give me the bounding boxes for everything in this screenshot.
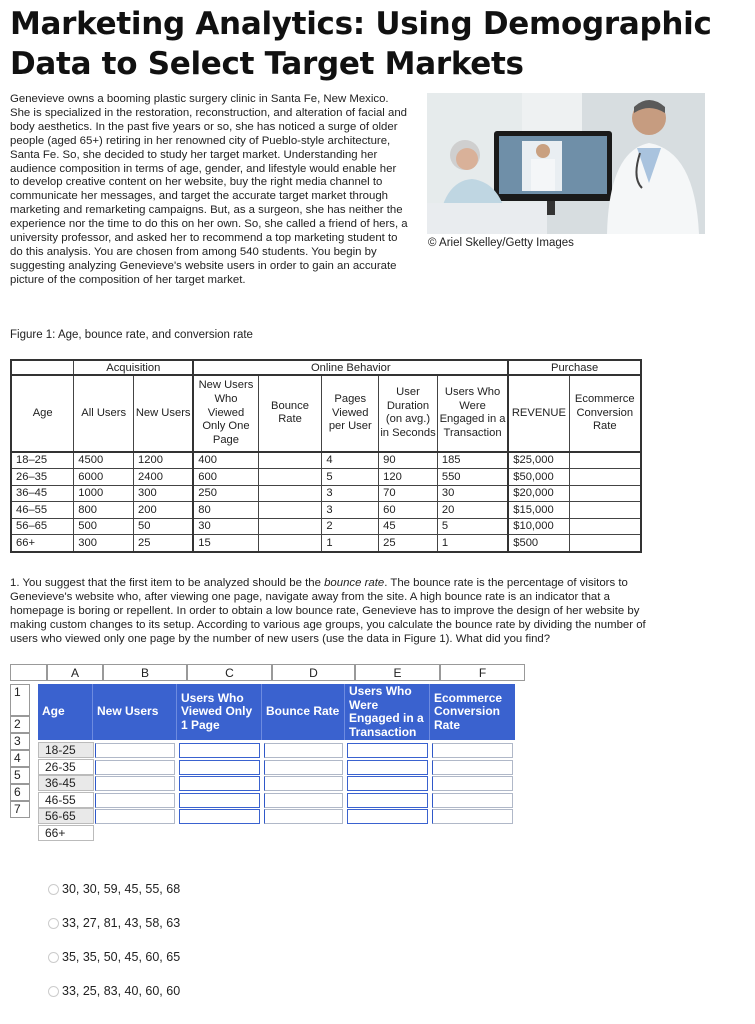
photo-credit: © Ariel Skelley/Getty Images	[428, 237, 574, 249]
cell-all-users: 500	[74, 518, 134, 535]
input-one-page[interactable]	[179, 743, 260, 758]
table-row	[11, 452, 641, 469]
choice-4[interactable]	[48, 984, 180, 998]
cell-revenue: $25,000	[508, 452, 569, 469]
input-new-users[interactable]	[95, 776, 175, 791]
cell-new-users: 25	[134, 535, 194, 552]
cell-engaged: 1	[437, 535, 508, 552]
cell-one-page: 250	[193, 485, 258, 502]
cell-one-page: 15	[193, 535, 258, 552]
cell-all-users: 300	[74, 535, 134, 552]
table-row	[11, 535, 641, 552]
question-term: bounce rate	[324, 577, 385, 589]
cell-pages-viewed: 5	[322, 469, 379, 486]
input-conversion[interactable]	[432, 743, 513, 758]
header-one-page: Users Who Viewed Only 1 Page	[177, 684, 262, 740]
cell-duration: 25	[379, 535, 438, 552]
cell-one-page: 30	[193, 518, 258, 535]
cell-duration: 70	[379, 485, 438, 502]
input-engaged[interactable]	[347, 743, 428, 758]
age-cell: 36-45	[38, 775, 94, 791]
cell-age: 56–65	[11, 518, 74, 535]
col-letter-d: D	[272, 664, 355, 681]
cell-all-users: 800	[74, 502, 134, 519]
radio-icon[interactable]	[48, 986, 59, 997]
cell-age: 46–55	[11, 502, 74, 519]
cell-bounce-rate	[258, 518, 322, 535]
cell-pages-viewed: 2	[322, 518, 379, 535]
cell-new-users: 300	[134, 485, 194, 502]
col-new-users: New Users	[134, 375, 194, 452]
cell-new-users: 2400	[134, 469, 194, 486]
input-conversion[interactable]	[432, 760, 513, 775]
group-acquisition: Acquisition	[74, 360, 194, 375]
input-new-users[interactable]	[95, 743, 175, 758]
question-suffix: . The bounce rate is the percentage of visitors to Genevieve's website who, after viewing one page, navigate away from the site. A high bounce rate is an indicator that a homepage is boring or repellent. In order to obtain a low bounce rate, Genevieve has to improve the design of her website by making custom changes to its setup. According to various age groups, you calculate the bounce rate by dividing the number of users who viewed only one page by the number of new users (use the data in Figure 1). What did you find?	[10, 577, 646, 645]
cell-bounce-rate	[258, 485, 322, 502]
cell-duration: 120	[379, 469, 438, 486]
question-prefix: 1. You suggest that the first item to be analyzed should be the	[10, 577, 325, 589]
age-cell: 56-65	[38, 808, 94, 824]
cell-revenue: $500	[508, 535, 569, 552]
input-one-page[interactable]	[179, 760, 260, 775]
input-bounce-rate[interactable]	[264, 743, 343, 758]
col-duration: User Duration (on avg.) in Seconds	[379, 375, 438, 452]
cell-bounce-rate	[258, 469, 322, 486]
title-line-1: Marketing Analytics: Using Demographic	[10, 6, 712, 42]
cell-revenue: $10,000	[508, 518, 569, 535]
cell-conversion	[569, 502, 641, 519]
radio-icon[interactable]	[48, 918, 59, 929]
age-cell: 26-35	[38, 759, 94, 775]
header-bounce-rate: Bounce Rate	[262, 684, 345, 740]
col-letter-a: A	[47, 664, 103, 681]
input-bounce-rate[interactable]	[264, 776, 343, 791]
cell-conversion	[569, 485, 641, 502]
title-line-2: Data to Select Target Markets	[10, 46, 524, 82]
cell-new-users: 200	[134, 502, 194, 519]
table-row	[11, 485, 641, 502]
choice-1-label: 30, 30, 59, 45, 55, 68	[62, 882, 181, 896]
col-one-page: New Users Who Viewed Only One Page	[193, 375, 258, 452]
row-number-5: 5	[10, 767, 30, 784]
row-number-3: 3	[10, 733, 30, 750]
age-cell: 46-55	[38, 792, 94, 808]
input-one-page[interactable]	[179, 809, 260, 824]
cell-conversion	[569, 452, 641, 469]
cell-bounce-rate	[258, 452, 322, 469]
col-all-users: All Users	[74, 375, 134, 452]
cell-one-page: 80	[193, 502, 258, 519]
cell-bounce-rate	[258, 502, 322, 519]
cell-engaged: 20	[437, 502, 508, 519]
input-conversion[interactable]	[432, 776, 513, 791]
choice-3-label: 35, 35, 50, 45, 60, 65	[62, 950, 181, 964]
col-conversion: Ecommerce Conversion Rate	[569, 375, 641, 452]
input-bounce-rate[interactable]	[264, 809, 343, 824]
col-bounce-rate: Bounce Rate	[258, 375, 322, 452]
row-number-2: 2	[10, 716, 30, 733]
cell-all-users: 6000	[74, 469, 134, 486]
age-cell: 18-25	[38, 742, 94, 758]
row-number-6: 6	[10, 784, 30, 801]
cell-one-page: 600	[193, 469, 258, 486]
input-one-page[interactable]	[179, 776, 260, 791]
question-text	[10, 576, 650, 646]
page-title	[10, 4, 730, 84]
col-letter-b: B	[103, 664, 187, 681]
choice-2[interactable]	[48, 916, 180, 930]
cell-one-page: 400	[193, 452, 258, 469]
cell-engaged: 30	[437, 485, 508, 502]
cell-new-users: 50	[134, 518, 194, 535]
cell-conversion	[569, 469, 641, 486]
input-one-page[interactable]	[179, 793, 260, 808]
input-new-users[interactable]	[95, 760, 175, 775]
header-engaged: Users Who Were Engaged in a Transaction	[345, 684, 430, 740]
group-blank	[11, 360, 74, 375]
group-online-behavior: Online Behavior	[193, 360, 508, 375]
cell-pages-viewed: 1	[322, 535, 379, 552]
cell-age: 36–45	[11, 485, 74, 502]
col-letter-c: C	[187, 664, 272, 681]
cell-pages-viewed: 3	[322, 485, 379, 502]
cell-age: 18–25	[11, 452, 74, 469]
cell-revenue: $15,000	[508, 502, 569, 519]
table-row	[11, 469, 641, 486]
row-number-7: 7	[10, 801, 30, 818]
cell-age: 66+	[11, 535, 74, 552]
radio-icon[interactable]	[48, 884, 59, 895]
input-engaged[interactable]	[347, 809, 428, 824]
cell-pages-viewed: 4	[322, 452, 379, 469]
choice-3[interactable]	[48, 950, 180, 964]
header-conversion: Ecommerce Conversion Rate	[430, 684, 515, 740]
cell-new-users: 1200	[134, 452, 194, 469]
col-pages-viewed: Pages Viewed per User	[322, 375, 379, 452]
input-new-users[interactable]	[95, 793, 175, 808]
input-conversion[interactable]	[432, 809, 513, 824]
table-row	[11, 502, 641, 519]
clinic-photo	[427, 93, 705, 234]
input-bounce-rate[interactable]	[264, 793, 343, 808]
radio-icon[interactable]	[48, 952, 59, 963]
col-engaged: Users Who Were Engaged in a Transaction	[437, 375, 508, 452]
cell-engaged: 5	[437, 518, 508, 535]
cell-engaged: 185	[437, 452, 508, 469]
header-new-users: New Users	[93, 684, 177, 740]
cell-revenue: $50,000	[508, 469, 569, 486]
cell-age: 26–35	[11, 469, 74, 486]
cell-all-users: 1000	[74, 485, 134, 502]
col-letter-e: E	[355, 664, 440, 681]
cell-duration: 90	[379, 452, 438, 469]
cell-bounce-rate	[258, 535, 322, 552]
cell-conversion	[569, 535, 641, 552]
col-age: Age	[11, 375, 74, 452]
header-age: Age	[38, 684, 93, 740]
cell-conversion	[569, 518, 641, 535]
choice-4-label: 33, 25, 83, 40, 60, 60	[62, 984, 181, 998]
age-cell: 66+	[38, 825, 94, 841]
table-row	[11, 518, 641, 535]
row-number-4: 4	[10, 750, 30, 767]
input-conversion[interactable]	[432, 793, 513, 808]
choice-2-label: 33, 27, 81, 43, 58, 63	[62, 916, 181, 930]
cell-engaged: 550	[437, 469, 508, 486]
input-new-users[interactable]	[95, 809, 175, 824]
cell-all-users: 4500	[74, 452, 134, 469]
cell-revenue: $20,000	[508, 485, 569, 502]
group-purchase: Purchase	[508, 360, 641, 375]
cell-pages-viewed: 3	[322, 502, 379, 519]
figure-caption: Figure 1: Age, bounce rate, and conversion rate	[10, 329, 253, 341]
input-engaged[interactable]	[347, 793, 428, 808]
figure-1-table	[10, 359, 642, 553]
cell-duration: 60	[379, 502, 438, 519]
intro-paragraph: Genevieve owns a booming plastic surgery clinic in Santa Fe, New Mexico. She is specialized in the restoration, reconstruction, and alteration of facial and body aesthetics. In the past five years or so, she has noticed a surge of older people (aged 65+) retiring in her renowned city of Pueblo-style architecture, Santa Fe. So, she decided to study her target market. Understanding her audience composition in terms of age, gender, and lifestyle would enable her to develop creative content on her website, buy the right media channel to communicate her messages, and target the accurate target market through marketing and remarketing campaigns. But, as a surgeon, she has neither the experience nor the time to do this on her own. So, she called a friend of hers, a university professor, and asked her to recommend a top marketing student to do this analysis. You are chosen from among 540 students. You begin by suggesting analyzing Genevieve's website users in order to gain an accurate picture of the composition of her target market.	[10, 93, 408, 286]
input-bounce-rate[interactable]	[264, 760, 343, 775]
cell-duration: 45	[379, 518, 438, 535]
row-number-1: 1	[10, 684, 30, 716]
input-engaged[interactable]	[347, 760, 428, 775]
input-engaged[interactable]	[347, 776, 428, 791]
col-revenue: REVENUE	[508, 375, 569, 452]
col-letter-f: F	[440, 664, 525, 681]
sheet-corner	[10, 664, 47, 681]
choice-1[interactable]	[48, 882, 180, 896]
